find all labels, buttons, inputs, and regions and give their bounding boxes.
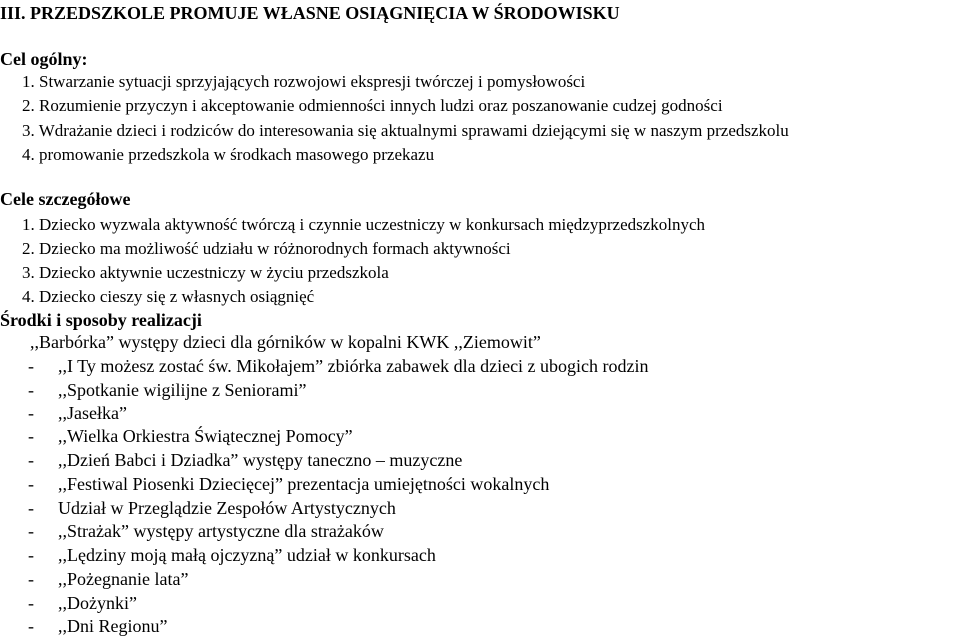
list-dash: - xyxy=(28,545,34,565)
means-item xyxy=(28,451,462,469)
list-dash: - xyxy=(28,450,34,470)
means-item-text: ,,Festiwal Piosenki Dziecięcej” prezentacja umiejętności wokalnych xyxy=(58,474,550,494)
means-item-text: ,,Pożegnanie lata” xyxy=(58,569,189,589)
means-item-text: ,,Wielka Orkiestra Świątecznej Pomocy” xyxy=(58,426,353,446)
means-item xyxy=(28,357,649,375)
section-heading: III. PRZEDSZKOLE PROMUJE WŁASNE OSIĄGNIĘCIA W ŚRODOWISKU xyxy=(0,3,620,23)
means-item xyxy=(28,617,168,635)
detailed-goal-item: 3. Dziecko aktywnie uczestniczy w życiu przedszkola xyxy=(22,263,389,282)
means-item xyxy=(28,594,137,612)
means-item-text: ,,Dożynki” xyxy=(58,593,137,613)
means-item xyxy=(28,427,353,445)
means-item xyxy=(28,499,396,517)
means-item-text: Udział w Przeglądzie Zespołów Artystycznych xyxy=(58,498,396,518)
general-goal-item: 2. Rozumienie przyczyn i akceptowanie odmienności innych ludzi oraz poszanowanie cudzej godności xyxy=(22,96,723,115)
list-dash: - xyxy=(28,521,34,541)
general-goal-item: 4. promowanie przedszkola w środkach masowego przekazu xyxy=(22,145,435,164)
means-item xyxy=(28,522,384,540)
detailed-goal-item: 2. Dziecko ma możliwość udziału w różnorodnych formach aktywności xyxy=(22,239,511,258)
means-item-text: ,,Strażak” występy artystyczne dla strażaków xyxy=(58,521,384,541)
list-dash: - xyxy=(28,474,34,494)
list-dash: - xyxy=(28,569,34,589)
list-dash: - xyxy=(28,426,34,446)
detailed-goal-item: 1. Dziecko wyzwala aktywność twórczą i czynnie uczestniczy w konkursach międzyprzedszkolnych xyxy=(22,215,706,234)
list-dash: - xyxy=(28,616,34,636)
means-item-text: ,,Dzień Babci i Dziadka” występy taneczno – muzyczne xyxy=(58,450,463,470)
list-dash: - xyxy=(28,498,34,518)
means-item-text: ,,Spotkanie wigilijne z Seniorami” xyxy=(58,380,307,400)
detailed-goal-item: 4. Dziecko cieszy się z własnych osiągnięć xyxy=(22,287,315,306)
means-item xyxy=(28,404,127,422)
list-dash: - xyxy=(28,593,34,613)
general-goal-title: Cel ogólny: xyxy=(0,49,88,69)
means-item xyxy=(28,546,436,564)
list-dash: - xyxy=(28,403,34,423)
list-dash: - xyxy=(28,380,34,400)
means-item-text: ,,Lędziny moją małą ojczyzną” udział w konkursach xyxy=(58,545,436,565)
means-item-text: ,,Jasełka” xyxy=(58,403,127,423)
general-goal-item: 3. Wdrażanie dzieci i rodziców do interesowania się aktualnymi sprawami dziejącymi się w naszym przedszkolu xyxy=(22,121,789,140)
list-dash: - xyxy=(28,356,34,376)
means-item-text: ,,Dni Regionu” xyxy=(58,616,168,636)
means-first-item: ,,Barbórka” występy dzieci dla górników w kopalni KWK ,,Ziemowit” xyxy=(30,332,541,352)
means-title: Środki i sposoby realizacji xyxy=(0,310,202,330)
means-item xyxy=(28,381,306,399)
detailed-goals-title: Cele szczegółowe xyxy=(0,189,131,209)
general-goal-item: 1. Stwarzanie sytuacji sprzyjających rozwojowi ekspresji twórczej i pomysłowości xyxy=(22,72,586,91)
means-item xyxy=(28,570,188,588)
means-item-text: ,,I Ty możesz zostać św. Mikołajem” zbiórka zabawek dla dzieci z ubogich rodzin xyxy=(58,356,649,376)
means-item xyxy=(28,475,549,493)
